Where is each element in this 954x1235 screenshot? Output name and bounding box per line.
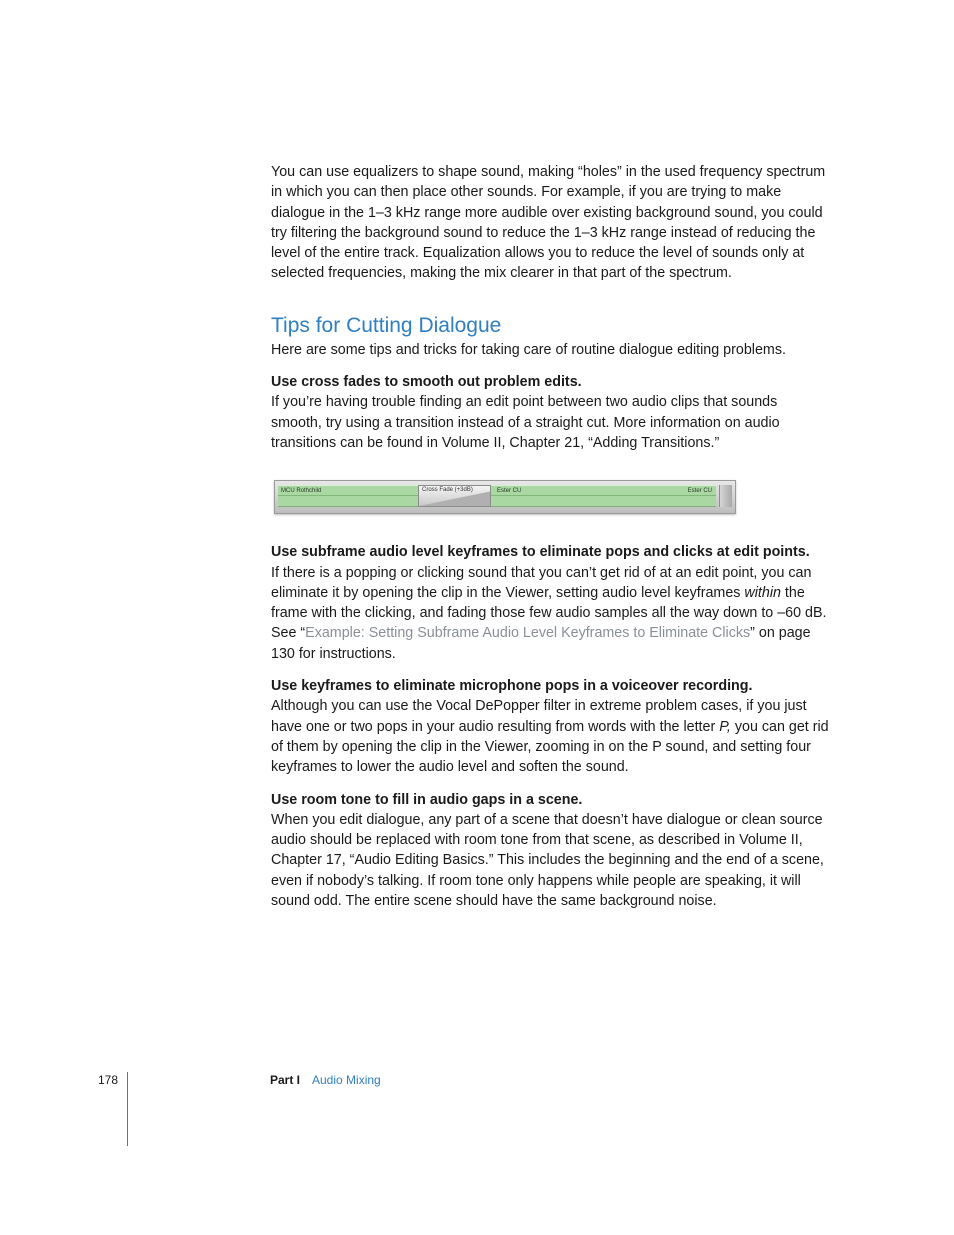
section-heading: Tips for Cutting Dialogue (271, 313, 502, 337)
cross-reference-link[interactable]: Example: Setting Subframe Audio Level Keyframes to Eliminate Clicks (305, 625, 751, 642)
tip-room-tone (271, 790, 831, 912)
cross-fade-transition (418, 485, 491, 507)
tip-body-text: ” on page 130 for instructions. (271, 625, 811, 662)
timeline-figure (274, 480, 736, 514)
clip-label-left: MCU Rothchild (281, 488, 322, 495)
tip-title: Use room tone to fill in audio gaps in a scene. (271, 791, 583, 808)
audio-track (278, 485, 716, 507)
tip-subframe-keyframes (271, 542, 831, 664)
part-title-link[interactable]: Audio Mixing (312, 1073, 381, 1087)
tip-microphone-pops (271, 676, 831, 777)
intro-paragraph: You can use equalizers to shape sound, making “holes” in the used frequency spectrum in which you can then place other sounds. For example, if you are trying to make dialogue in the 1–3 kHz range more audible over existing background sound, you could try filtering the background sound to reduce the 1–3 kHz range instead of reducing the level of the entire track. Equalization allows you to reduce the level of sounds only at selected frequencies, making the mix clearer in that part of the spectrum. (271, 164, 826, 282)
tip-body: If you’re having trouble finding an edit point between two audio clips that sounds smooth, try using a transition instead of a straight cut. More information on audio transitions can be found in Volume II, Chapter 21, “Adding Transitions.” (271, 394, 780, 451)
page-content (271, 162, 831, 911)
section-lead: Here are some tips and tricks for taking care of routine dialogue editing problems. (271, 341, 786, 358)
clip-label-right: Ester CU (497, 488, 522, 495)
page-footer (0, 1072, 954, 1092)
tip-body: When you edit dialogue, any part of a scene that doesn’t have dialogue or clean source audio should be replaced with room tone from that scene, as described in Volume II, Chapter 17, “Audio Editing Basics.” This includes the beginning and the end of a scene, even if nobody’s talking. If room tone only happens while people are speaking, it will sound odd. The entire scene should have the same background noise. (271, 811, 824, 910)
audio-level-line (278, 495, 716, 496)
tip-title: Use subframe audio level keyframes to eliminate pops and clicks at edit points. (271, 544, 810, 561)
page-number: 178 (98, 1073, 119, 1087)
tip-body-emphasis: within (744, 584, 781, 601)
tip-body-text: If there is a popping or clicking sound that you can’t get rid of at an edit point, you can eliminate it by opening the clip in the Viewer, setting audio level keyframes (271, 564, 812, 601)
tip-body-text: Although you can use the Vocal DePopper filter in extreme problem cases, if you just have one or two pops in your audio resulting from words with the letter (271, 698, 807, 735)
transition-label: Cross Fade (+3dB) (422, 487, 473, 494)
tip-body-text: you can get rid of them by opening the clip in the Viewer, zooming in on the P sound, and setting four keyframes to lower the audio level and soften the sound. (271, 718, 829, 776)
clip-label-right-end: Ester CU (687, 488, 712, 495)
tip-body (271, 563, 831, 664)
tip-title: Use keyframes to eliminate microphone pops in a voiceover recording. (271, 678, 753, 695)
tip-cross-fades (271, 372, 831, 453)
timeline-scroll-edge (719, 485, 732, 507)
tip-title: Use cross fades to smooth out problem edits. (271, 374, 582, 391)
tip-body-emphasis: P, (719, 718, 731, 735)
part-label: Part I (270, 1073, 301, 1087)
tip-body-text: the frame with the clicking, and fading those few audio samples all the way down to –60 dB. See “ (271, 584, 827, 642)
tip-body (271, 696, 831, 777)
